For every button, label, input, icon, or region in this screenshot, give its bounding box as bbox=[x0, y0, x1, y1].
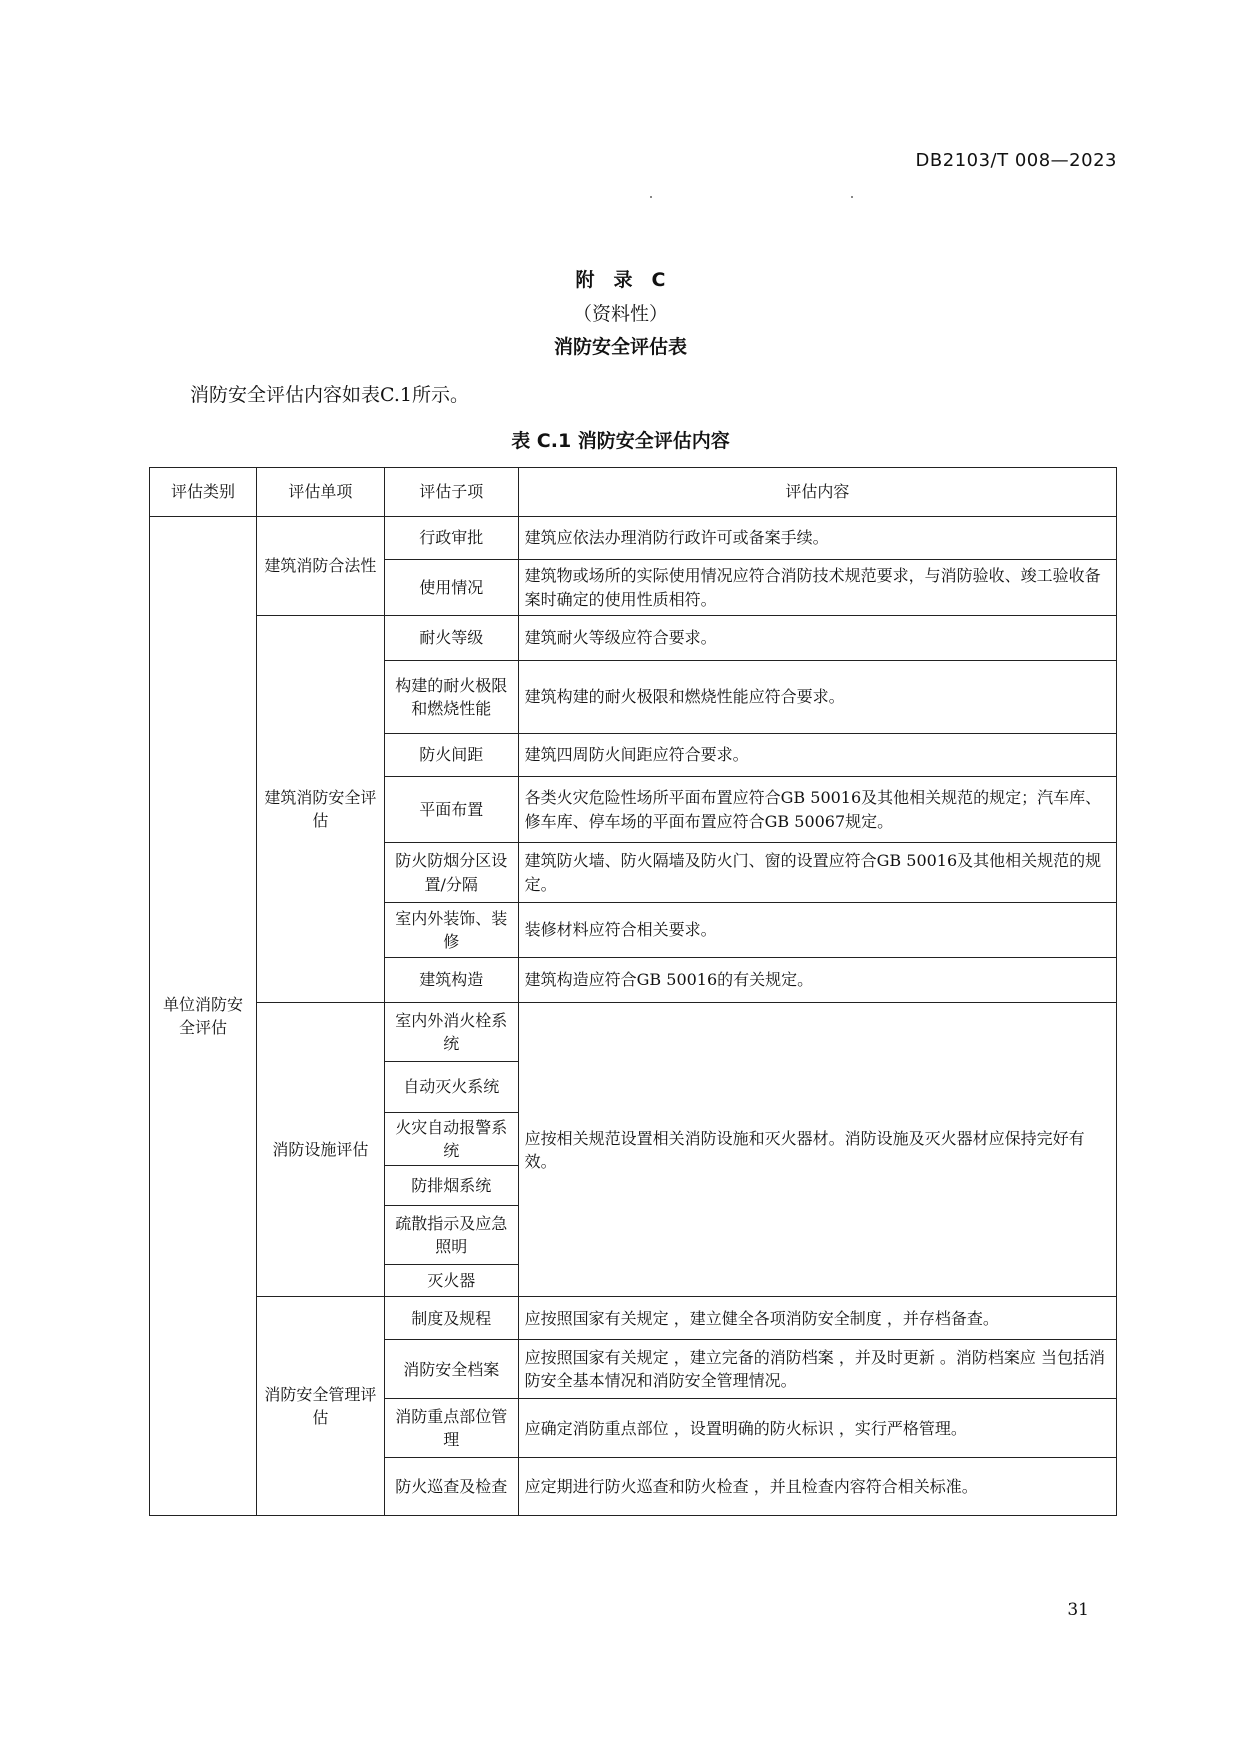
subitem-cell: 消防安全档案 bbox=[384, 1340, 518, 1399]
content-cell: 应按照国家有关规定 ，建立健全各项消防安全制度 ，并存档备查。 bbox=[518, 1297, 1116, 1340]
table-header-row bbox=[150, 468, 1117, 517]
content-cell: 建筑防火墙、防火隔墙及防火门、窗的设置应符合GB 50016及其他相关规范的规定。 bbox=[518, 843, 1116, 903]
group-name-cell: 建筑消防合法性 bbox=[256, 517, 384, 616]
decorative-dot bbox=[851, 196, 853, 198]
intro-paragraph: 消防安全评估内容如表C.1所示。 bbox=[190, 384, 469, 406]
subitem-cell: 防火巡查及检查 bbox=[384, 1458, 518, 1516]
content-cell: 装修材料应符合相关要求。 bbox=[518, 903, 1116, 958]
page-number: 31 bbox=[1067, 1600, 1089, 1620]
group-name-cell: 消防安全管理评估 bbox=[256, 1297, 384, 1516]
content-cell: 应按照国家有关规定 ，建立完备的消防档案 ，并及时更新 。消防档案应 当包括消防安全基本情况和消防安全管理情况。 bbox=[518, 1340, 1116, 1399]
subitem-cell: 使用情况 bbox=[384, 560, 518, 616]
group-name-cell: 建筑消防安全评估 bbox=[256, 616, 384, 1003]
table-row bbox=[150, 616, 1117, 661]
content-cell: 建筑耐火等级应符合要求。 bbox=[518, 616, 1116, 661]
appendix-title: 附 录 C bbox=[575, 269, 666, 291]
content-cell: 建筑物或场所的实际使用情况应符合消防技术规范要求，与消防验收、竣工验收备案时确定的使用性质相符。 bbox=[518, 560, 1116, 616]
subitem-cell: 灭火器 bbox=[384, 1265, 518, 1297]
subitem-cell: 制度及规程 bbox=[384, 1297, 518, 1340]
content-cell: 建筑构造应符合GB 50016的有关规定。 bbox=[518, 958, 1116, 1003]
table-title: 表 C.1 消防安全评估内容 bbox=[511, 430, 730, 452]
appendix-nature: （资料性） bbox=[572, 303, 668, 325]
subitem-cell: 室内外装饰、装修 bbox=[384, 903, 518, 958]
subitem-cell: 行政审批 bbox=[384, 517, 518, 560]
subitem-cell: 构建的耐火极限和燃烧性能 bbox=[384, 661, 518, 734]
header-item: 评估单项 bbox=[256, 468, 384, 517]
subitem-cell: 火灾自动报警系统 bbox=[384, 1113, 518, 1166]
table-row bbox=[150, 517, 1117, 560]
group-name-cell: 消防设施评估 bbox=[256, 1003, 384, 1297]
subitem-cell: 平面布置 bbox=[384, 777, 518, 843]
subitem-cell: 防排烟系统 bbox=[384, 1166, 518, 1206]
content-cell: 建筑四周防火间距应符合要求。 bbox=[518, 734, 1116, 777]
header-category: 评估类别 bbox=[150, 468, 257, 517]
subitem-cell: 防火间距 bbox=[384, 734, 518, 777]
table-row bbox=[150, 1003, 1117, 1062]
header-subitem: 评估子项 bbox=[384, 468, 518, 517]
subitem-cell: 疏散指示及应急照明 bbox=[384, 1206, 518, 1265]
subitem-cell: 耐火等级 bbox=[384, 616, 518, 661]
subitem-cell: 室内外消火栓系统 bbox=[384, 1003, 518, 1062]
content-cell: 各类火灾危险性场所平面布置应符合GB 50016及其他相关规范的规定；汽车库、修车库、停车场的平面布置应符合GB 50067规定。 bbox=[518, 777, 1116, 843]
subitem-cell: 消防重点部位管理 bbox=[384, 1399, 518, 1458]
decorative-dot bbox=[650, 196, 652, 198]
subitem-cell: 建筑构造 bbox=[384, 958, 518, 1003]
subitem-cell: 防火防烟分区设置/分隔 bbox=[384, 843, 518, 903]
document-code: DB2103/T 008—2023 bbox=[915, 150, 1117, 171]
content-cell: 建筑构建的耐火极限和燃烧性能应符合要求。 bbox=[518, 661, 1116, 734]
category-cell: 单位消防安全评估 bbox=[150, 517, 257, 1516]
table-row bbox=[150, 1297, 1117, 1340]
content-cell: 建筑应依法办理消防行政许可或备案手续。 bbox=[518, 517, 1116, 560]
content-cell: 应定期进行防火巡查和防火检查 ，并且检查内容符合相关标准。 bbox=[518, 1458, 1116, 1516]
content-cell: 应确定消防重点部位 ，设置明确的防火标识 ，实行严格管理。 bbox=[518, 1399, 1116, 1458]
assessment-table bbox=[149, 467, 1117, 1516]
header-content: 评估内容 bbox=[518, 468, 1116, 517]
content-cell: 应按相关规范设置相关消防设施和灭火器材。消防设施及灭火器材应保持完好有效。 bbox=[518, 1003, 1116, 1297]
subitem-cell: 自动灭火系统 bbox=[384, 1062, 518, 1113]
appendix-main-title: 消防安全评估表 bbox=[553, 336, 687, 358]
